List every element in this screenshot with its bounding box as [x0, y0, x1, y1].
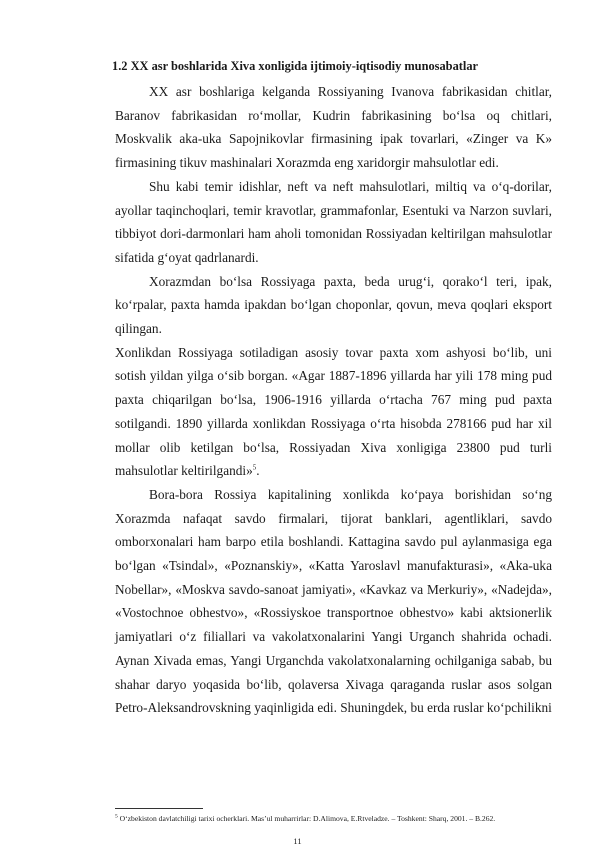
- section-heading: 1.2 XX asr boshlarida Xiva xonligida ijtimoiy-iqtisodiy munosabatlar: [112, 59, 479, 73]
- footnote-marker: 5: [115, 813, 118, 820]
- paragraph: Bora-bora Rossiya kapitalining xonlikda ko‘paya borishidan so‘ng Xorazmda nafaqat savdo firmalari, tijorat banklari, agentliklari, savdo omborxonalari ham barpo etila boshlandi. Kattagina savdo pul aylanmasiga ega bo‘lgan «Tsindal», «Poznanskiy», «Katta Yaroslavl manufakturasi», «Aka-uka Nobellar», «Moskva savdo-sanoat jamiyati», «Kavkaz va Merkuriy», «Nadejda», «Vostochnoe obhestvo», «Rossiyskoe transportnoe obhestvo» kabi aktsionerlik jamiyatlari o‘z filiallari va vakolatxonalarini Yangi Urganch shahrida ochadi. Aynan Xivada emas, Yangi Urganchda vakolatxonalarning ochilganiga sabab, bu shahar daryo yoqasida bo‘lib, qolaversa Xivaga qaraganda ruslar asos solgan Petro-Aleksandrovskning yaqinligida edi. Shuningdek, bu erda ruslar ko‘pchilikni: [115, 486, 552, 716]
- paragraph-with-footnote: [115, 341, 552, 483]
- paragraph: XX asr boshlariga kelganda Rossiyaning Ivanova fabrikasidan chitlar, Baranov fabrikasidan ro‘mollar, Kudrin fabrikasining bo‘lsa oq chitlari, Moskvalik aka-uka Sapojnikovlar firmasining ipak tovarlari, «Zinger va K» firmasining tikuv mashinalari Xorazmda eng xaridorgir mahsulotlar edi.: [115, 84, 552, 171]
- page-number: 11: [293, 836, 302, 846]
- footnote-divider: [115, 808, 203, 809]
- footnote-text: O‘zbekiston davlatchiligi tarixi ocherklari. Mas’ul muharrirlar: D.Alimova, E.Rtveladze. – Toshkent: Sharq, 2001. – B.262.: [117, 814, 496, 823]
- paragraph: Xorazmdan bo‘lsa Rossiyaga paxta, beda urug‘i, qorako‘l teri, ipak, ko‘rpalar, paxta hamda ipakdan bo‘lgan choponlar, qovun, meva qoqlari eksport qilingan.: [115, 273, 552, 337]
- body-text: [115, 80, 552, 720]
- footnote-reference[interactable]: 5: [252, 463, 257, 472]
- footnote: [115, 813, 552, 824]
- paragraph: Shu kabi temir idishlar, neft va neft mahsulotlari, miltiq va o‘q-dorilar, ayollar taqinchoqlari, temir kravotlar, grammafonlar, Esentuki va Narzon suvlari, tibbiyot dori-darmonlari ham aholi tomonidan Rossiyadan keltirilgan mahsulotlar sifatida g‘oyat qadrlanardi.: [115, 178, 552, 265]
- paragraph-end: .: [256, 463, 260, 479]
- paragraph-text: Xonlikdan Rossiyaga sotiladigan asosiy tovar paxta xom ashyosi bo‘lib, uni sotish yildan yilga o‘sib borgan. «Agar 1887-1896 yillarda har yili 178 ming pud paxta chiqarilgan bo‘lsa, 1906-1916 yillarda o‘rtacha 767 ming pud paxta sotilgandi. 1890 yillarda xonlikdan Rossiyaga o‘rta hisobda 278166 pud har xil mollar olib ketilgan bo‘lsa, Rossiyadan Xiva xonligiga 23800 pud turli mahsulotlar keltirilgandi»: [115, 344, 552, 479]
